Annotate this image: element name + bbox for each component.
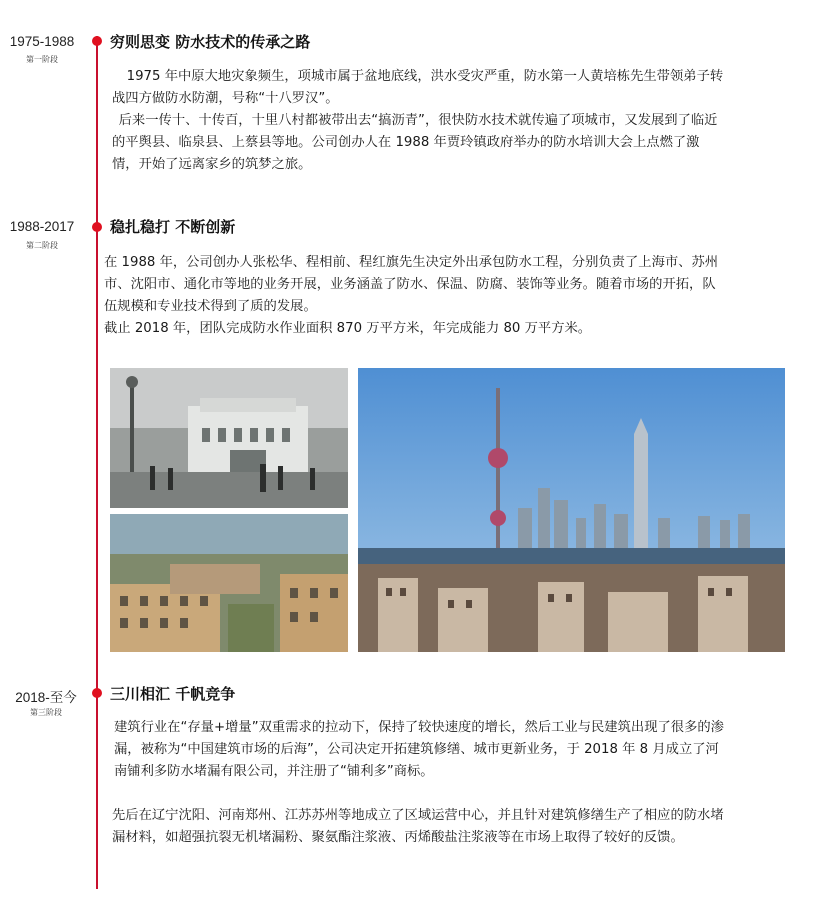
stage-paragraph: 在 1988 年，公司创办人张松华、程相前、程红旗先生决定外出承包防水工程，分别负责了上海市、苏州市、沈阳市、通化市等地的业务开展，业务涵盖了防水、保温、防腐、装饰等业务。随着市场的开拓，队伍规模和专业技术得到了质的发展。 (104, 255, 719, 314)
stage-paragraph: 1975 年中原大地灾象频生，项城市属于盆地底线，洪水受灾严重，防水第一人黄培栋先生带领弟子转战四方做防水防潮，号称“十八罗汉”。 (112, 69, 724, 106)
stage-year: 2018-至今 (15, 690, 77, 705)
stage-year: 1988-2017 (9, 219, 75, 234)
timeline-dot (92, 222, 102, 232)
stage-title: 稳扎稳打 不断创新 (110, 218, 236, 236)
stage-phase: 第一阶段 (26, 55, 58, 64)
photo-old-building (110, 368, 348, 508)
stage-paragraph: 建筑行业在“存量+增量”双重需求的拉动下，保持了较快速度的增长，然后工业与民建筑出现了很多的渗漏，被称为“中国建筑市场的后海”，公司决定开拓建筑修缮、城市更新业务，于 2018 年 8 月成立了河南铺利多防水堵漏有限公司，并注册了“铺利多”商标。 (114, 720, 724, 779)
stage-phase: 第二阶段 (26, 241, 58, 250)
photo-shanghai-skyline (358, 368, 785, 652)
stage-title: 三川相汇 千帆竞争 (110, 685, 236, 703)
stage-title: 穷则思变 防水技术的传承之路 (110, 33, 311, 51)
stage-paragraph: 后来一传十、十传百，十里八村都被带出去“搞沥青”，很快防水技术就传遍了项城市，又发展到了临近的平舆县、临泉县、上蔡县等地。公司创办人在 1988 年贾玲镇政府举办的防水培训大会上点燃了激情，开始了远离家乡的筑梦之旅。 (112, 113, 718, 172)
timeline-line (96, 36, 98, 889)
stage-paragraph: 截止 2018 年，团队完成防水作业面积 870 万平方米，年完成能力 80 万平方米。 (104, 321, 592, 336)
timeline-dot (92, 688, 102, 698)
stage-year: 1975-1988 (9, 34, 75, 49)
stage-phase: 第三阶段 (30, 708, 62, 717)
stage-paragraph: 先后在辽宁沈阳、河南郑州、江苏苏州等地成立了区域运营中心，并且针对建筑修缮生产了相应的防水堵漏材料，如超强抗裂无机堵漏粉、聚氨酯注浆液、丙烯酸盐注浆液等在市场上取得了较好的反馈。 (112, 808, 724, 845)
photo-residential-buildings (110, 514, 348, 652)
timeline-dot (92, 36, 102, 46)
